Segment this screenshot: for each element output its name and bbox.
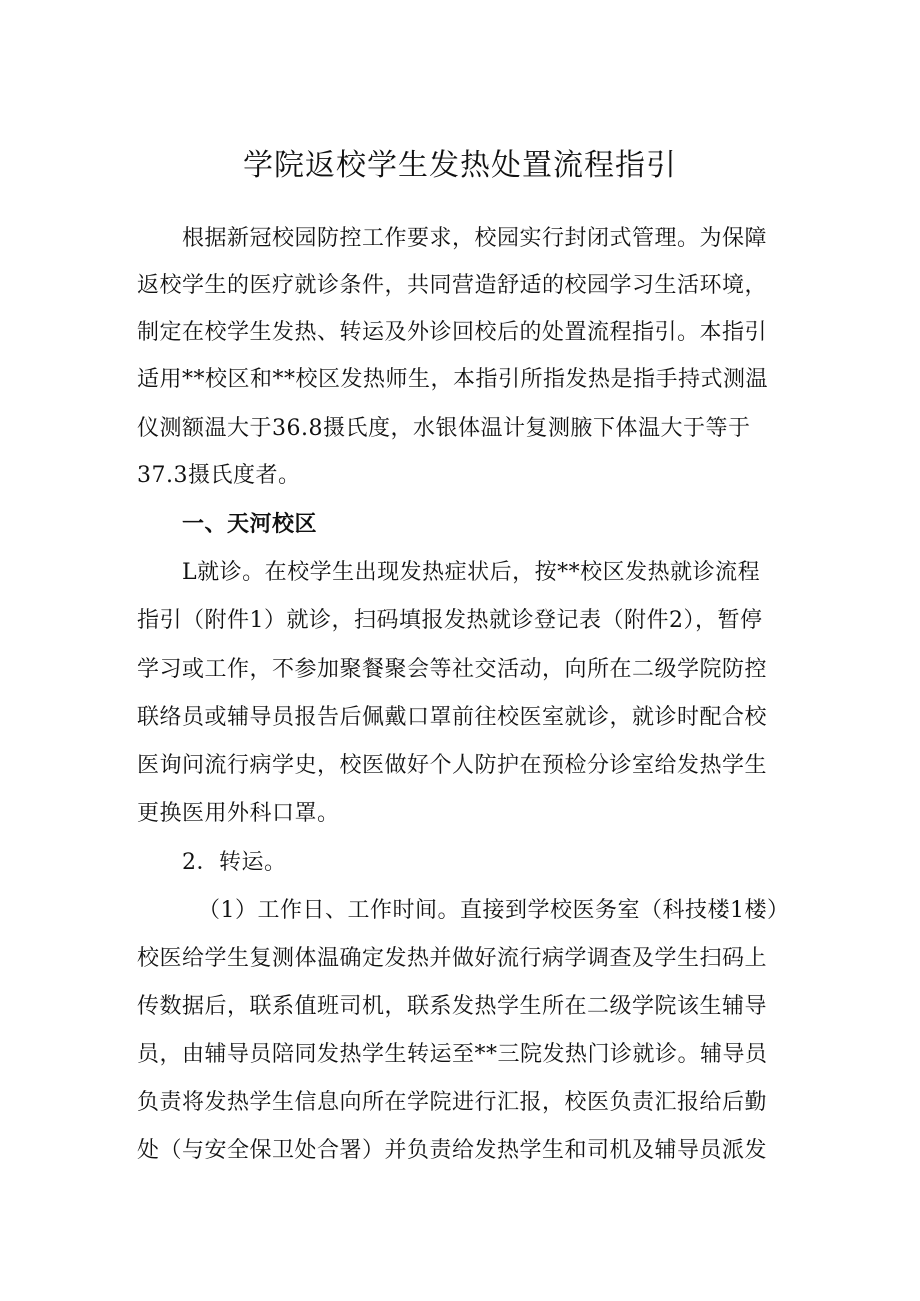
intro-line: 37.3摄氏度者。 <box>137 463 301 488</box>
sub1-line: 处（与安全保卫处合署）并负责给发热学生和司机及辅导员派发 <box>137 1138 768 1163</box>
intro-line: 制定在校学生发热、转运及外诊回校后的处置流程指引。本指引 <box>137 320 768 345</box>
item1-line: L就诊。在校学生出现发热症状后，按**校区发热就诊流程 <box>182 560 761 585</box>
intro-line: 适用**校区和**校区发热师生，本指引所指发热是指手持式测温 <box>137 367 769 392</box>
intro-line: 根据新冠校园防控工作要求，校园实行封闭式管理。为保障 <box>182 226 768 251</box>
item1-line: 学习或工作，不参加聚餐聚会等社交活动，向所在二级学院防控 <box>137 657 768 682</box>
sub1-line: 负责将发热学生信息向所在学院进行汇报，校医负责汇报给后勤 <box>137 1090 768 1115</box>
section-heading: 一、天河校区 <box>182 512 318 537</box>
document-title: 学院返校学生发热处置流程指引 <box>243 148 677 183</box>
sub1-line: 员，由辅导员陪同发热学生转运至**三院发热门诊就诊。辅导员 <box>137 1042 768 1067</box>
sub1-line: （1）工作日、工作时间。直接到学校医务室（科技楼1楼） <box>198 898 790 923</box>
item1-line: 更换医用外科口罩。 <box>137 801 340 826</box>
sub1-line: 传数据后，联系值班司机，联系发热学生所在二级学院该生辅导 <box>137 994 768 1019</box>
sub1-line: 校医给学生复测体温确定发热并做好流行病学调查及学生扫码上 <box>137 946 768 971</box>
intro-line: 仪测额温大于36.8摄氏度，水银体温计复测腋下体温大于等于 <box>137 416 751 441</box>
intro-line: 返校学生的医疗就诊条件，共同营造舒适的校园学习生活环境， <box>137 273 768 298</box>
item1-line: 医询问流行病学史，校医做好个人防护在预检分诊室给发热学生 <box>137 753 768 778</box>
item1-line: 联络员或辅导员报告后佩戴口罩前往校医室就诊，就诊时配合校 <box>137 705 768 730</box>
item1-line: 指引（附件1）就诊，扫码填报发热就诊登记表（附件2），暂停 <box>137 608 763 633</box>
item2-heading: 2．转运。 <box>182 850 287 875</box>
